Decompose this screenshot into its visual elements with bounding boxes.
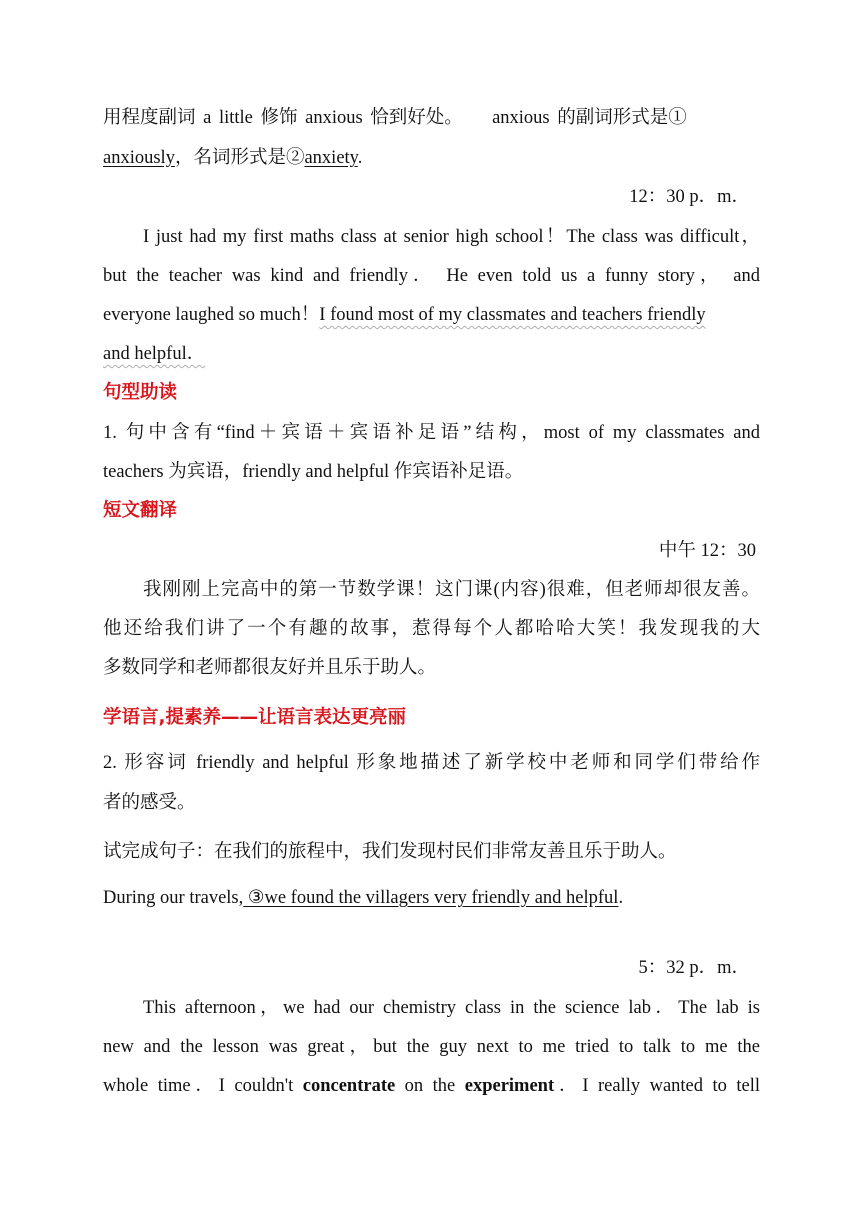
exercise-sentence: [103, 886, 760, 910]
translation-line3: 多数同学和老师都很友好并且乐于助人。: [103, 658, 437, 678]
timestamp-532: 5：32 p．m．: [638, 958, 750, 978]
key-sentence-part2: and helpful．: [103, 344, 206, 364]
diary2-line3-c: on the: [395, 1076, 465, 1096]
para1-line2: [103, 146, 760, 170]
diary2-line2: new and the lesson was great，but the guy next to me tried to talk to me the: [103, 1037, 760, 1057]
diary2-line1: This afternoon，we had our chemistry class in the science lab．The lab is: [143, 998, 760, 1018]
para1-line2-mid: ，名词形式是②: [174, 148, 305, 168]
diary2-line3-e: ．I really wanted to tell: [554, 1076, 760, 1096]
heading-sentence-analysis: 句型助读: [103, 382, 178, 403]
note2-line1: 2. 形容词 friendly and helpful 形象地描述了新学校中老师和同学们带给作: [103, 753, 760, 773]
word-concentrate: concentrate: [302, 1076, 396, 1096]
diary2-line3: [103, 1074, 760, 1098]
heading-language-improvement: 学语言,提素养——让语言表达更亮丽: [103, 707, 407, 728]
heading-translation: 短文翻译: [103, 500, 178, 521]
key-sentence-part1: I found most of my classmates and teachers friendly: [319, 305, 706, 325]
diary1-line1: I just had my first maths class at senior high school！The class was difficult，: [143, 227, 760, 247]
exercise-end: .: [618, 888, 624, 908]
exercise-stem: During our travels,: [103, 888, 244, 908]
exercise-prompt: 试完成句子：在我们的旅程中，我们发现村民们非常友善且乐于助人。: [103, 842, 677, 862]
diary2-line3-a: whole time．I couldn't: [103, 1076, 303, 1096]
answer-anxiously: anxiously: [103, 148, 175, 168]
translation-line1: 我刚刚上完高中的第一节数学课！这门课(内容)很难，但老师却很友善。: [143, 580, 760, 600]
diary1-line3-a: everyone laughed so much！: [103, 305, 320, 325]
note1-line1: 1. 句中含有“find＋宾语＋宾语补足语”结构，most of my classmates and: [103, 423, 760, 443]
diary1-line3: [103, 303, 760, 327]
timestamp-cn-1230: 中午 12：30: [658, 541, 756, 561]
answer-anxiety: anxiety: [304, 148, 358, 168]
para1-line1: [103, 106, 760, 130]
exercise-answer: ③we found the villagers very friendly and helpful: [243, 888, 619, 908]
translation-line2: 他还给我们讲了一个有趣的故事，惹得每个人都哈哈大笑！我发现我的大: [103, 619, 760, 639]
para1-line1-b: anxious 的副词形式是①: [492, 108, 687, 128]
diary1-line2: but the teacher was kind and friendly． He even told us a funny story， and: [103, 266, 760, 286]
word-experiment: experiment: [464, 1076, 555, 1096]
diary1-line4: [103, 342, 760, 366]
note2-line2: 者的感受。: [103, 793, 196, 813]
para1-line1-a: 用程度副词 a little 修饰 anxious 恰到好处。: [103, 108, 463, 128]
para1-line2-end: .: [357, 148, 363, 168]
timestamp-1230: 12：30 p．m．: [629, 187, 750, 207]
note1-line2: teachers 为宾语，friendly and helpful 作宾语补足语。: [103, 462, 524, 482]
